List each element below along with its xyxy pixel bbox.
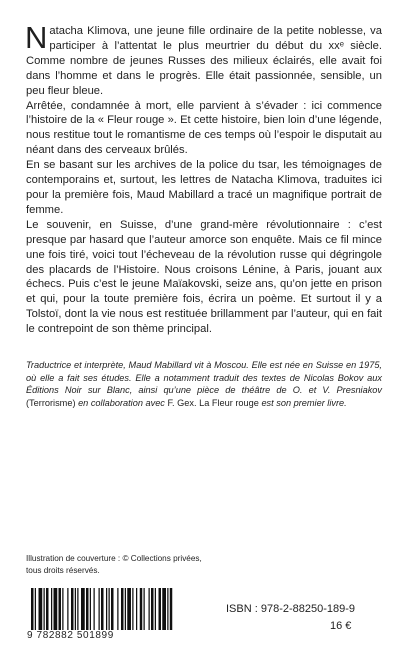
- cover-credit: [26, 553, 226, 577]
- barcode-bar: [99, 588, 100, 632]
- barcode-bar: [71, 588, 74, 632]
- barcode-bar: [136, 588, 137, 632]
- barcode-bar: [94, 588, 95, 632]
- cover-credit-line-1: Illustration de couverture : © Collections privées,: [26, 554, 202, 563]
- barcode-bar: [127, 588, 131, 632]
- barcode-bar: [31, 588, 34, 632]
- blurb-paragraph-2: Arrêtée, condamnée à mort, elle parvient à s’évader : ici commence l’histoire de la « Fleur rouge ». Et cette histoire, bien loin d’une légende, nous restitue tout le romantisme de ces temps où l’espoir le disputait au néant dans des cerveaux brûlés.: [26, 99, 382, 157]
- blurb-paragraph-4: Le souvenir, en Suisse, d’une grand-mère révolutionnaire : c’est presque par hasard que l’auteur amorce son enquête. Mais ce fil mince une fois tiré, voici tout l’écheveau de la révolution russe qui dégringole des placards de l’Histoire. Nous croisons Lénine, à Paris, jouant aux échecs. Puis c’est le jeune Maïakovski, seize ans, qu’on jette en prison et qui, pour la toute première fois, écrira un poème. Et surtout il y a Tolstoï, dont la vie nous est restituée brillamment par l’auteur, qui en fait le contrepoint de son thème principal.: [26, 218, 382, 336]
- barcode-bar: [117, 588, 118, 632]
- barcode-bar: [54, 588, 58, 632]
- bio-part-2: (Terrorisme): [26, 397, 76, 408]
- barcode-bar: [106, 588, 107, 632]
- barcode-bar: [162, 588, 166, 632]
- barcode-bar: [132, 588, 133, 632]
- barcode-bar: [67, 588, 68, 632]
- barcode-bar: [62, 588, 63, 632]
- barcode-bar: [159, 588, 162, 632]
- barcode-bar: [44, 588, 45, 632]
- barcode-bar: [86, 588, 89, 632]
- barcode-bar: [149, 588, 150, 632]
- barcode-bar: [46, 588, 49, 632]
- barcode-bar: [109, 588, 110, 632]
- barcode-bar: [81, 588, 85, 632]
- blurb-paragraph-1: [25, 20, 382, 99]
- barcode-bars: [27, 588, 175, 632]
- barcode-bar: [101, 588, 104, 632]
- bio-part-4: F. Gex.: [167, 397, 197, 408]
- blurb-text: [25, 20, 382, 337]
- bio-part-1: Traductrice et interprète, Maud Mabillard vit à Moscou. Elle est née en Suisse en 1975, où elle a fait ses études. Elle a notamment traduit des textes de Nicolas Bokov aux Éditions Noir sur Blanc, ainsi qu’une pièce de théâtre de O. et V. Presniakov: [26, 360, 382, 396]
- drop-cap: N: [25, 20, 48, 55]
- barcode-bar: [90, 588, 91, 632]
- isbn: ISBN : 978-2-88250-189-9: [226, 603, 356, 615]
- blurb-paragraph-1-text: atacha Klimova, une jeune fille ordinaire de la petite noblesse, va participer à l’attentat le plus meurtrier du début du xxᵉ siècle. Comme nombre de jeunes Russes des milieux éclairés, elle avait foi dans l’homme et dans le progrès. Elle était passionnée, sensible, un peu fleur bleue.: [26, 25, 382, 97]
- barcode-bar: [121, 588, 124, 632]
- cover-credit-line-2: tous droits réservés.: [26, 565, 100, 575]
- barcode-bar: [77, 588, 78, 632]
- barcode-bar: [59, 588, 62, 632]
- barcode-bar: [155, 588, 156, 632]
- author-bio-text: [26, 359, 382, 409]
- barcode-bar: [167, 588, 168, 632]
- bio-part-3: en collaboration avec: [75, 397, 168, 408]
- barcode-bar: [75, 588, 76, 632]
- barcode-bar: [51, 588, 52, 632]
- barcode-bar: [39, 588, 43, 632]
- barcode-bar: [125, 588, 126, 632]
- barcode-bar: [151, 588, 154, 632]
- barcode-digits: 9 782882 501899: [27, 630, 177, 641]
- bio-part-5: La Fleur rouge: [196, 397, 262, 408]
- barcode-bar: [140, 588, 143, 632]
- barcode-bar: [170, 588, 173, 632]
- barcode-bar: [111, 588, 114, 632]
- price: 16 €: [330, 620, 352, 632]
- blurb-paragraph-3: En se basant sur les archives de la police du tsar, les témoignages de contemporains et, surtout, les lettres de Natacha Klimova, traduites ici pour la première fois, Maud Mabillard a tracé un magnifique portrait de femme.: [26, 159, 382, 216]
- barcode-bar: [35, 588, 36, 632]
- author-bio: [26, 359, 382, 409]
- barcode-bar: [144, 588, 145, 632]
- bio-part-6: est son premier livre.: [261, 397, 347, 408]
